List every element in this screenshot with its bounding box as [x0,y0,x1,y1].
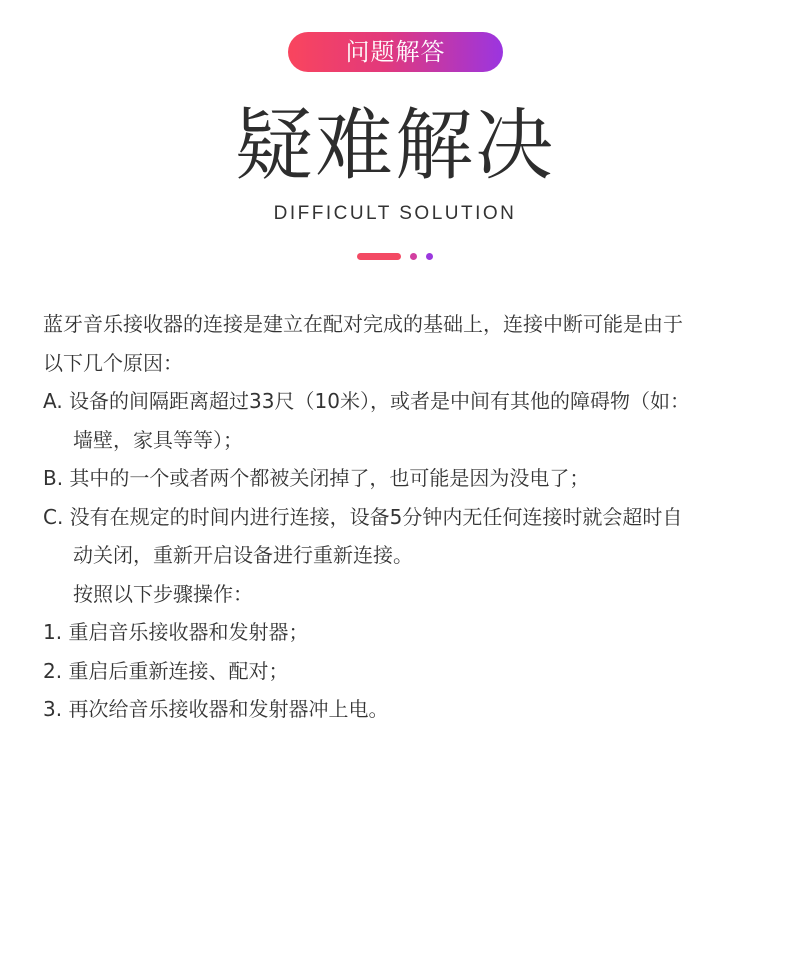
reason-a-continued: 墙壁，家具等等）； [73,427,243,452]
troubleshooting-content [43,305,753,729]
page-subtitle: DIFFICULT SOLUTION [273,203,517,224]
step-item: 1. 重启音乐接收器和发射器； [43,620,309,644]
divider-dot [426,253,433,260]
page-title: 疑难解决 [234,101,555,191]
reason-b: B. 其中的一个或者两个都被关闭掉了，也可能是因为没电了； [43,466,590,490]
divider-bar [357,253,401,260]
reason-a: A. 设备的间隔距离超过33尺（10米），或者是中间有其他的障碍物（如： [43,389,690,413]
reason-c: C. 没有在规定的时间内进行连接，设备5分钟内无任何连接时就会超时自 [43,504,683,529]
reason-c-continued: 动关闭，重新开启设备进行重新连接。 [73,543,413,567]
step-item: 2. 重启后重新连接、配对； [43,658,289,683]
divider-dot [410,253,417,260]
intro-line: 以下几个原因： [43,350,183,375]
step-item: 3. 再次给音乐接收器和发射器冲上电。 [43,697,389,721]
section-badge: 问题解答 [288,32,503,72]
intro-line: 蓝牙音乐接收器的连接是建立在配对完成的基础上，连接中断可能是由于 [43,312,683,336]
steps-intro: 按照以下步骤操作： [73,581,253,606]
